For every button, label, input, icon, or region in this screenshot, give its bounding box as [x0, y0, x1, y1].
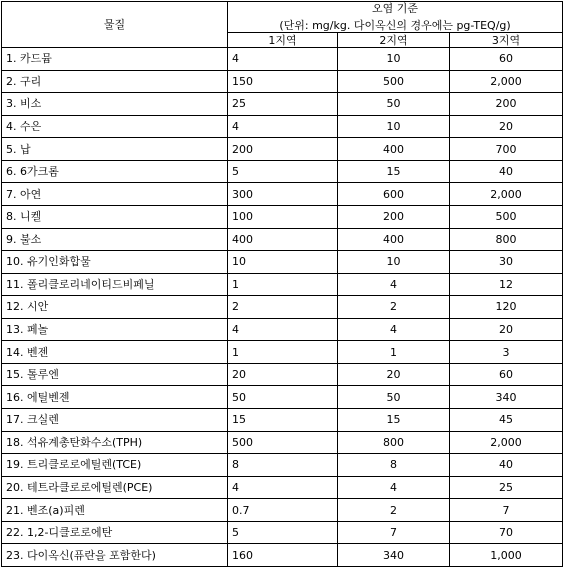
substance-cell: 18. 석유계총탄화수소(TPH) — [2, 431, 228, 454]
substance-column-header: 물질 — [2, 2, 228, 48]
region-2-value: 2 — [338, 499, 450, 522]
region-3-value: 700 — [450, 138, 563, 161]
region-2-value: 1 — [338, 341, 450, 364]
region-2-value: 500 — [338, 70, 450, 93]
table-row — [2, 521, 563, 544]
table-row — [2, 115, 563, 138]
substance-cell: 1. 카드뮴 — [2, 48, 228, 71]
region-2-value: 340 — [338, 544, 450, 567]
table-row — [2, 341, 563, 364]
table-body — [2, 48, 563, 567]
soil-pollution-standards-table — [1, 1, 563, 567]
region-3-value: 2,000 — [450, 183, 563, 206]
substance-cell: 10. 유기인화합물 — [2, 251, 228, 274]
region-2-value: 4 — [338, 476, 450, 499]
region-1-value: 2 — [228, 296, 338, 319]
table-row — [2, 48, 563, 71]
substance-cell: 5. 납 — [2, 138, 228, 161]
table-row — [2, 70, 563, 93]
region-2-value: 50 — [338, 386, 450, 409]
region-1-value: 300 — [228, 183, 338, 206]
region-3-value: 2,000 — [450, 70, 563, 93]
substance-cell: 11. 폴리클로리네이티드비페닐 — [2, 273, 228, 296]
region-1-value: 4 — [228, 115, 338, 138]
region-2-value: 15 — [338, 409, 450, 432]
region-3-value: 60 — [450, 363, 563, 386]
substance-cell: 15. 톨루엔 — [2, 363, 228, 386]
region-3-value: 20 — [450, 115, 563, 138]
substance-cell: 2. 구리 — [2, 70, 228, 93]
region-1-value: 4 — [228, 476, 338, 499]
table-row — [2, 251, 563, 274]
region-1-value: 8 — [228, 454, 338, 477]
table-row — [2, 138, 563, 161]
table-row — [2, 228, 563, 251]
region-1-value: 1 — [228, 273, 338, 296]
region-2-value: 10 — [338, 251, 450, 274]
region-3-value: 40 — [450, 454, 563, 477]
table-row — [2, 386, 563, 409]
region-1-value: 150 — [228, 70, 338, 93]
substance-cell: 12. 시안 — [2, 296, 228, 319]
region-1-value: 15 — [228, 409, 338, 432]
region-3-value: 200 — [450, 93, 563, 116]
region-2-header: 2지역 — [338, 33, 450, 48]
substance-cell: 22. 1,2-디클로로에탄 — [2, 521, 228, 544]
region-3-value: 340 — [450, 386, 563, 409]
region-2-value: 800 — [338, 431, 450, 454]
region-2-value: 8 — [338, 454, 450, 477]
region-1-value: 5 — [228, 521, 338, 544]
region-2-value: 400 — [338, 138, 450, 161]
substance-cell: 16. 에틸벤젠 — [2, 386, 228, 409]
region-1-value: 10 — [228, 251, 338, 274]
region-2-value: 20 — [338, 363, 450, 386]
region-3-value: 40 — [450, 160, 563, 183]
region-3-value: 7 — [450, 499, 563, 522]
table-row — [2, 454, 563, 477]
substance-cell: 23. 다이옥신(퓨란을 포함한다) — [2, 544, 228, 567]
region-3-value: 70 — [450, 521, 563, 544]
table-row — [2, 499, 563, 522]
region-2-value: 4 — [338, 318, 450, 341]
header-row-top — [2, 2, 563, 33]
table-row — [2, 296, 563, 319]
region-1-header: 1지역 — [228, 33, 338, 48]
region-1-value: 5 — [228, 160, 338, 183]
region-2-value: 10 — [338, 48, 450, 71]
substance-cell: 14. 벤젠 — [2, 341, 228, 364]
region-1-value: 100 — [228, 205, 338, 228]
substance-cell: 19. 트리클로로에틸렌(TCE) — [2, 454, 228, 477]
region-3-value: 2,000 — [450, 431, 563, 454]
region-1-value: 50 — [228, 386, 338, 409]
region-1-value: 4 — [228, 318, 338, 341]
table-row — [2, 318, 563, 341]
table-row — [2, 476, 563, 499]
region-2-value: 7 — [338, 521, 450, 544]
region-3-value: 800 — [450, 228, 563, 251]
substance-cell: 7. 아연 — [2, 183, 228, 206]
region-2-value: 50 — [338, 93, 450, 116]
table-row — [2, 544, 563, 567]
table-row — [2, 183, 563, 206]
region-1-value: 500 — [228, 431, 338, 454]
region-3-value: 500 — [450, 205, 563, 228]
region-1-value: 0.7 — [228, 499, 338, 522]
region-3-value: 45 — [450, 409, 563, 432]
standard-header — [228, 2, 563, 33]
region-3-value: 120 — [450, 296, 563, 319]
substance-cell: 3. 비소 — [2, 93, 228, 116]
substance-cell: 6. 6가크롬 — [2, 160, 228, 183]
region-3-header: 3지역 — [450, 33, 563, 48]
region-2-value: 10 — [338, 115, 450, 138]
substance-cell: 20. 테트라클로로에틸렌(PCE) — [2, 476, 228, 499]
region-3-value: 60 — [450, 48, 563, 71]
region-2-value: 600 — [338, 183, 450, 206]
region-3-value: 25 — [450, 476, 563, 499]
substance-cell: 21. 벤조(a)피렌 — [2, 499, 228, 522]
table-row — [2, 160, 563, 183]
region-1-value: 200 — [228, 138, 338, 161]
table-row — [2, 409, 563, 432]
region-2-value: 4 — [338, 273, 450, 296]
table-header — [2, 2, 563, 48]
substance-cell: 9. 불소 — [2, 228, 228, 251]
region-3-value: 1,000 — [450, 544, 563, 567]
table-row — [2, 431, 563, 454]
region-1-value: 160 — [228, 544, 338, 567]
table-row — [2, 363, 563, 386]
substance-cell: 8. 니켈 — [2, 205, 228, 228]
region-1-value: 25 — [228, 93, 338, 116]
region-1-value: 400 — [228, 228, 338, 251]
region-3-value: 3 — [450, 341, 563, 364]
region-3-value: 20 — [450, 318, 563, 341]
substance-cell: 13. 페놀 — [2, 318, 228, 341]
standard-title: 오염 기준 — [372, 2, 419, 15]
region-2-value: 200 — [338, 205, 450, 228]
region-1-value: 4 — [228, 48, 338, 71]
table-row — [2, 205, 563, 228]
region-2-value: 2 — [338, 296, 450, 319]
table-row — [2, 273, 563, 296]
region-3-value: 30 — [450, 251, 563, 274]
table-row — [2, 93, 563, 116]
region-2-value: 400 — [338, 228, 450, 251]
substance-cell: 4. 수은 — [2, 115, 228, 138]
region-2-value: 15 — [338, 160, 450, 183]
region-1-value: 1 — [228, 341, 338, 364]
substance-cell: 17. 크실렌 — [2, 409, 228, 432]
unit-note: (단위: mg/kg. 다이옥신의 경우에는 pg-TEQ/g) — [279, 19, 511, 32]
region-3-value: 12 — [450, 273, 563, 296]
region-1-value: 20 — [228, 363, 338, 386]
